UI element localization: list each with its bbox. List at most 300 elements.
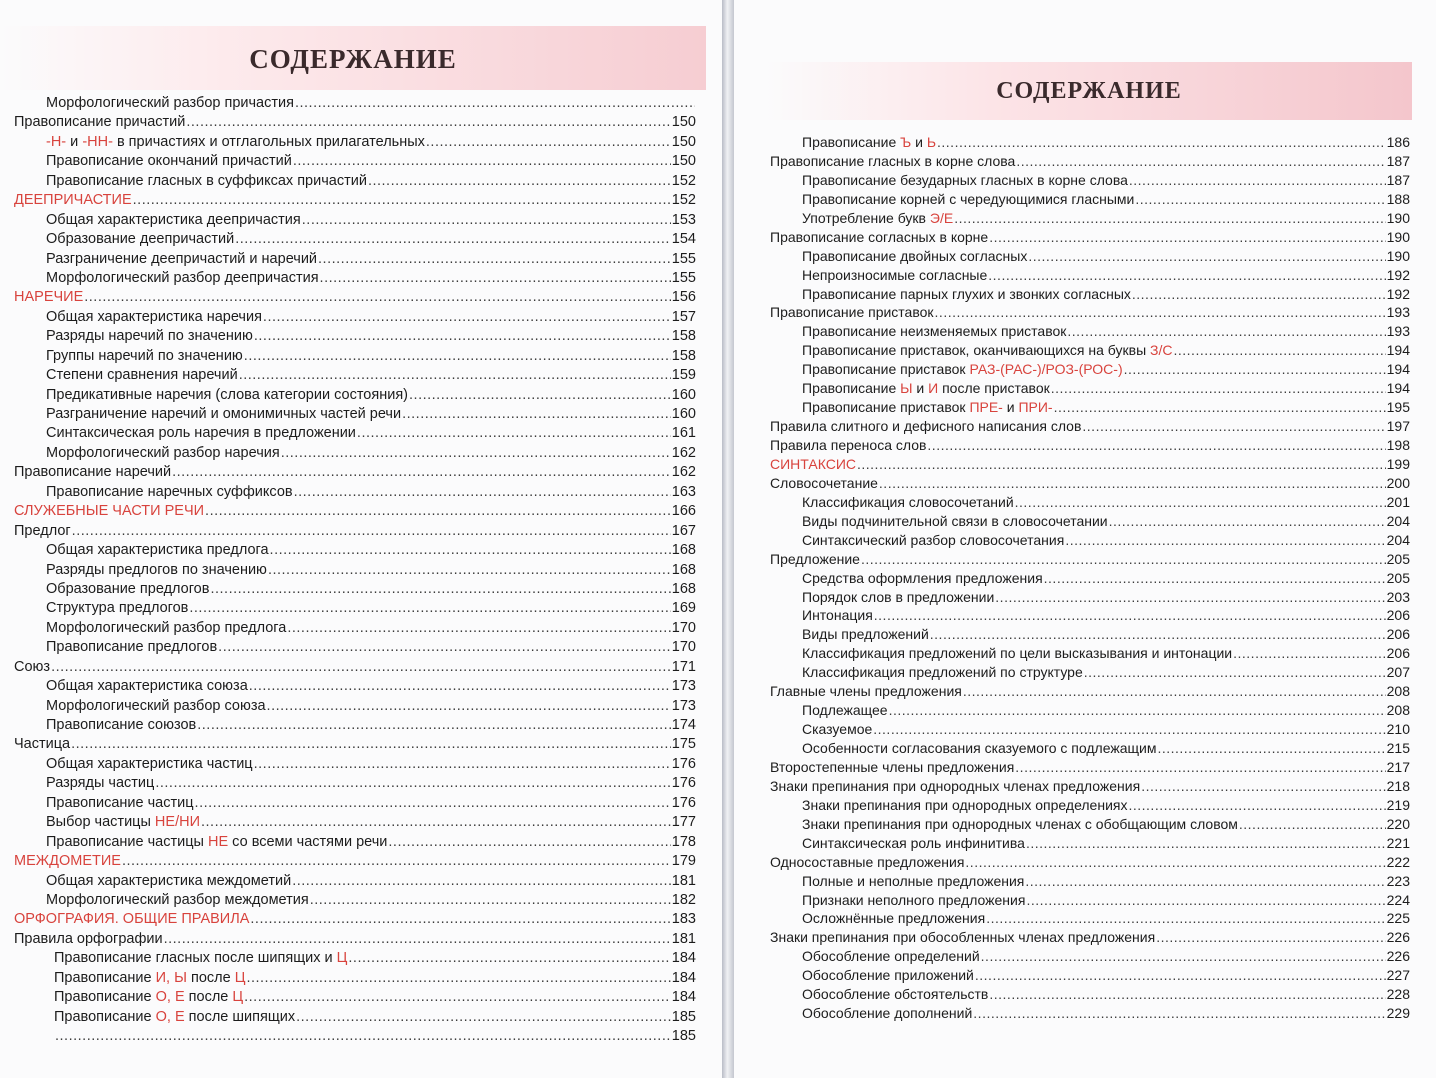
- entry-title: [46, 639, 217, 655]
- toc-entry: [14, 853, 696, 872]
- title-text: Классификация предложений по структуре: [802, 664, 1083, 681]
- toc-entry: [14, 425, 696, 444]
- title-text: Правописание гласных в суффиксах причастий: [46, 172, 367, 189]
- dot-leader: [1129, 172, 1386, 188]
- toc-entry: [770, 948, 1410, 967]
- highlighted-term: И: [928, 380, 939, 397]
- dot-leader: [239, 367, 671, 383]
- toc-entry: [770, 267, 1410, 286]
- toc-entry: [14, 1009, 696, 1028]
- page-number: 220: [1386, 815, 1410, 832]
- highlighted-term: НЕ/НИ: [154, 814, 200, 831]
- title-text: Словосочетание: [770, 474, 878, 491]
- title-text: Признаки неполного предложения: [802, 891, 1026, 908]
- toc-entry: [14, 251, 696, 270]
- entry-title: [770, 683, 962, 699]
- page-number: 153: [671, 211, 696, 228]
- toc-entry: [770, 380, 1410, 399]
- dot-leader: [1156, 929, 1385, 945]
- page-number: 181: [671, 930, 696, 947]
- title-text: Морфологический разбор союза: [46, 697, 266, 714]
- highlighted-term: И, Ы: [155, 969, 187, 986]
- dot-leader: [244, 989, 671, 1005]
- entry-title: [802, 210, 953, 226]
- title-text: Полные и неполные предложения: [802, 872, 1025, 889]
- toc-entry: [14, 503, 696, 522]
- page-number: 217: [1386, 758, 1410, 775]
- toc-entry: [14, 367, 696, 386]
- highlighted-term: Ъ: [900, 134, 912, 150]
- page-number: 157: [671, 308, 696, 325]
- page-number: 204: [1386, 531, 1410, 548]
- entry-title: [14, 931, 163, 947]
- toc-entry: [14, 231, 696, 250]
- title-text: Знаки препинания при однородных членах с обобщающим словом: [802, 815, 1238, 832]
- toc-entry: [770, 286, 1410, 305]
- title-text: Порядок слов в предложении: [802, 588, 995, 605]
- dot-leader: [1015, 759, 1385, 775]
- dot-leader: [1157, 740, 1385, 756]
- page-number: 194: [1386, 361, 1410, 378]
- title-text: Разряды предлогов по значению: [46, 561, 267, 578]
- title-text: Морфологический разбор причастия: [46, 95, 294, 111]
- entry-title: [802, 570, 1043, 586]
- entry-title: [14, 736, 70, 752]
- entry-title: [46, 95, 294, 111]
- entry-title: [46, 406, 401, 422]
- title-text: Синтаксическая роль наречия в предложении: [46, 425, 356, 442]
- entry-title: [802, 361, 1123, 377]
- toc-entry: [14, 620, 696, 639]
- title-text: Подлежащее: [802, 702, 888, 719]
- title-text: Предлог: [14, 522, 71, 539]
- dot-leader: [246, 970, 670, 986]
- page-number: 205: [1386, 569, 1410, 586]
- toc-entry: [770, 153, 1410, 172]
- dot-leader: [293, 153, 671, 169]
- page-number: 160: [671, 406, 696, 422]
- toc-entry: [14, 717, 696, 736]
- dot-leader: [874, 607, 1386, 623]
- dot-leader: [1233, 645, 1386, 661]
- entry-title: [802, 873, 1024, 889]
- dot-leader: [270, 542, 671, 558]
- toc-entry: [14, 600, 696, 619]
- dot-leader: [1025, 873, 1385, 889]
- page-number: 190: [1386, 247, 1410, 264]
- dot-leader: [927, 437, 1385, 453]
- title-text: Обособление обстоятельств: [802, 986, 989, 1003]
- entry-title: [802, 172, 1128, 188]
- page-number: 185: [671, 1008, 696, 1025]
- entry-title: [14, 659, 50, 675]
- entry-title: [54, 989, 243, 1005]
- entry-title: [46, 367, 238, 383]
- page-number: 182: [671, 891, 696, 908]
- dot-leader: [51, 659, 671, 675]
- toc-entry: [770, 683, 1410, 702]
- title-text: Правописание частиц: [46, 794, 194, 811]
- entry-title: [770, 475, 878, 491]
- entry-title: [802, 721, 872, 737]
- title-text: Правописание: [54, 1008, 156, 1025]
- toc-entry: [770, 475, 1410, 494]
- dot-leader: [164, 931, 671, 947]
- dot-leader: [296, 1009, 671, 1025]
- toc-entry: [14, 989, 696, 1008]
- title-text: Главные члены предложения: [770, 683, 962, 700]
- title-text: Односоставные предложения: [770, 853, 965, 870]
- entry-title: [802, 967, 974, 983]
- entry-title: [54, 970, 245, 986]
- dot-leader: [1128, 797, 1385, 813]
- dot-leader: [963, 683, 1386, 699]
- toc-entry: [770, 873, 1410, 892]
- entry-title: [802, 607, 873, 623]
- entry-title: [802, 589, 994, 605]
- section-heading: [14, 853, 121, 869]
- dot-leader: [197, 717, 671, 733]
- entry-title: [46, 795, 194, 811]
- dot-leader: [965, 854, 1385, 870]
- toc-entry: [14, 659, 696, 678]
- entry-title: [802, 740, 1156, 756]
- highlighted-term: Ь: [926, 134, 937, 150]
- title-text: МЕЖДОМЕТИЕ: [14, 853, 121, 870]
- entry-title: [802, 399, 1053, 415]
- title-text: Правописание: [802, 380, 901, 397]
- entry-title: [46, 814, 200, 830]
- toc-entry: [14, 523, 696, 542]
- page-number: 229: [1386, 1005, 1410, 1022]
- toc-entry: [770, 664, 1410, 683]
- page-number: 199: [1386, 455, 1410, 472]
- title-text: Употребление букв: [802, 209, 930, 226]
- page-number: 207: [1386, 664, 1410, 681]
- dot-leader: [1054, 399, 1386, 415]
- dot-leader: [986, 910, 1385, 926]
- dot-leader: [263, 309, 671, 325]
- entry-title: [46, 212, 301, 228]
- page-number: 168: [671, 580, 696, 597]
- entry-title: [46, 328, 253, 344]
- title-text: Правописание приставок: [802, 399, 970, 416]
- title-text: Правила орфографии: [14, 930, 163, 947]
- page-number: 181: [671, 872, 696, 889]
- entry-title: [770, 759, 1014, 775]
- dot-leader: [84, 289, 671, 305]
- dot-leader: [310, 892, 671, 908]
- title-text: после: [184, 989, 233, 1006]
- page-number: 154: [671, 231, 696, 248]
- entry-title: [46, 134, 425, 150]
- title-text: Непроизносимые согласные: [802, 266, 988, 283]
- entry-title: [770, 437, 926, 453]
- dot-leader: [889, 702, 1386, 718]
- toc-entry: [14, 756, 696, 775]
- toc-entry: [770, 702, 1410, 721]
- toc-entry: [14, 639, 696, 658]
- toc-entry: [770, 134, 1410, 153]
- dot-leader: [975, 967, 1386, 983]
- title-text: Правописание: [802, 134, 901, 150]
- highlighted-term: Ц: [232, 989, 244, 1006]
- entry-title: [46, 892, 309, 908]
- entry-title: [802, 267, 987, 283]
- toc-entry: [770, 892, 1410, 911]
- title-text: Союз: [14, 658, 51, 675]
- page-number: 168: [671, 561, 696, 578]
- entry-title: [46, 387, 408, 403]
- title-text: после шипящих: [184, 1008, 296, 1025]
- title-text: Разграничение деепричастий и наречий: [46, 250, 318, 267]
- toc-entry: [14, 134, 696, 153]
- dot-leader: [254, 328, 671, 344]
- dot-leader: [318, 251, 671, 267]
- toc-entry: [770, 626, 1410, 645]
- entry-title: [802, 910, 985, 926]
- title-text: Интонация: [802, 607, 873, 624]
- page-number: 204: [1386, 512, 1410, 529]
- highlighted-term: Ц: [234, 969, 246, 986]
- entry-title: [46, 251, 317, 267]
- title-text: после: [186, 969, 235, 986]
- dot-leader: [249, 678, 671, 694]
- title-text: Классификация предложений по цели высказывания и интонации: [802, 645, 1233, 662]
- dot-leader: [995, 589, 1385, 605]
- book-spine: [722, 0, 734, 1078]
- toc-entry: [770, 437, 1410, 456]
- title-text: СЛУЖЕБНЫЕ ЧАСТИ РЕЧИ: [14, 503, 205, 520]
- section-heading: [770, 456, 856, 472]
- toc-entry: [770, 229, 1410, 248]
- page-title: СОДЕРЖАНИЕ: [766, 62, 1412, 120]
- entry-title: [46, 153, 292, 169]
- entry-title: [46, 581, 209, 597]
- entry-title: [802, 835, 1025, 851]
- page-number: 186: [1386, 134, 1410, 150]
- dot-leader: [989, 986, 1385, 1002]
- toc-entry: [14, 892, 696, 911]
- title-text: в причастиях и отглагольных прилагательных: [112, 133, 425, 150]
- dot-leader: [172, 464, 671, 480]
- page-number: 225: [1386, 910, 1410, 927]
- entry-title: [802, 816, 1238, 832]
- entry-title: [802, 513, 1108, 529]
- entry-title: [770, 304, 934, 320]
- title-text: Обособление определений: [802, 948, 980, 965]
- entry-title: [770, 418, 1081, 434]
- dot-leader: [1016, 153, 1385, 169]
- toc-entry: [14, 678, 696, 697]
- entry-title: [54, 950, 347, 966]
- page-number: 187: [1386, 171, 1410, 188]
- entry-title: [802, 645, 1232, 661]
- toc-entry: [770, 607, 1410, 626]
- page-number: 150: [671, 153, 696, 170]
- entry-title: [802, 626, 929, 642]
- toc-entry: [770, 797, 1410, 816]
- toc-entry: [14, 445, 696, 464]
- dot-leader: [295, 95, 695, 111]
- toc-entry: [770, 645, 1410, 664]
- toc-entry: [14, 484, 696, 503]
- dot-leader: [186, 114, 670, 130]
- entry-title: [802, 948, 980, 964]
- entry-title: [14, 464, 171, 480]
- toc-entry: [770, 835, 1410, 854]
- title-text: Правописание причастий: [14, 114, 186, 131]
- dot-leader: [320, 270, 671, 286]
- title-text: после приставок: [938, 380, 1050, 397]
- dot-leader: [133, 192, 671, 208]
- dot-leader: [1044, 570, 1386, 586]
- page-number: 187: [1386, 152, 1410, 169]
- page-number: 173: [671, 697, 696, 714]
- page-number: 173: [671, 678, 696, 695]
- dot-leader: [287, 620, 670, 636]
- dot-leader: [861, 551, 1386, 567]
- page-number: 156: [671, 289, 696, 306]
- page-number: 171: [671, 658, 696, 675]
- entry-title: [54, 1009, 295, 1025]
- page-number: 152: [671, 172, 696, 189]
- page-number: 193: [1386, 304, 1410, 321]
- page-number: 152: [671, 192, 696, 209]
- section-heading: [14, 289, 83, 305]
- page-number: 176: [671, 775, 696, 792]
- page-number: 185: [671, 1028, 696, 1044]
- entry-title: [802, 323, 1066, 339]
- page-number: 155: [671, 250, 696, 267]
- entry-title: [802, 702, 888, 718]
- title-text: Общая характеристика союза: [46, 678, 248, 695]
- title-text: Правописание предлогов: [46, 639, 218, 656]
- page-number: 158: [671, 347, 696, 364]
- toc-entry: [770, 759, 1410, 778]
- title-text: Виды подчинительной связи в словосочетании: [802, 512, 1108, 529]
- toc-entry: [14, 562, 696, 581]
- dot-leader: [1051, 380, 1386, 396]
- page-number: 218: [1386, 777, 1410, 794]
- page-number: 179: [671, 853, 696, 870]
- highlighted-term: З/С: [1150, 342, 1173, 359]
- toc-entry: [770, 494, 1410, 513]
- dot-leader: [935, 304, 1386, 320]
- toc-entry: [770, 456, 1410, 475]
- page-number: 159: [671, 367, 696, 384]
- entry-title: [802, 532, 1064, 548]
- title-text: Предикативные наречия (слова категории состояния): [46, 386, 409, 403]
- toc-entry: [14, 873, 696, 892]
- entry-title: [802, 248, 1027, 264]
- toc-entry: [14, 698, 696, 717]
- toc-entry: [14, 95, 696, 114]
- title-text: Общая характеристика предлога: [46, 542, 269, 559]
- entry-title: [802, 342, 1173, 358]
- toc-entry: [14, 950, 696, 969]
- title-text: Общая характеристика деепричастия: [46, 211, 301, 228]
- toc-entry: [14, 192, 696, 211]
- toc-entry: [14, 911, 696, 930]
- dot-leader: [930, 626, 1386, 642]
- highlighted-term: Э/Е: [929, 209, 954, 226]
- toc-entry: [770, 513, 1410, 532]
- toc-entry: [770, 778, 1410, 797]
- entry-title: [46, 484, 293, 500]
- page-title: СОДЕРЖАНИЕ: [0, 26, 706, 90]
- entry-title: [770, 229, 988, 245]
- entry-title: [46, 231, 234, 247]
- table-of-contents: [14, 95, 696, 1047]
- dot-leader: [1109, 513, 1386, 529]
- title-text: Виды предложений: [802, 626, 929, 643]
- title-text: Правописание двойных согласных: [802, 247, 1028, 264]
- dot-leader: [292, 873, 671, 889]
- page-number: 208: [1386, 702, 1410, 719]
- entry-title: [770, 929, 1155, 945]
- title-text: Разграничение наречий и омонимичных частей речи: [46, 406, 402, 422]
- title-text: Правописание наречий: [14, 464, 172, 481]
- entry-title: [802, 797, 1127, 813]
- dot-leader: [1132, 286, 1386, 302]
- dot-leader: [873, 721, 1385, 737]
- section-heading: [14, 911, 249, 927]
- entry-title: [802, 892, 1025, 908]
- title-text: Обособление дополнений: [802, 1005, 973, 1022]
- entry-title: [46, 775, 154, 791]
- entry-title: [46, 542, 269, 558]
- title-text: Правописание приставок, оканчивающихся на буквы: [802, 342, 1151, 359]
- title-text: Правописание гласных после шипящих и: [54, 950, 337, 967]
- toc-entry: [14, 153, 696, 172]
- dot-leader: [954, 210, 1385, 226]
- title-text: Правописание: [54, 969, 156, 986]
- title-text: Структура предлогов: [46, 600, 189, 617]
- title-text: Предложение: [770, 550, 860, 567]
- toc-entry: [770, 248, 1410, 267]
- entry-title: [46, 270, 319, 286]
- title-text: Правописание приставок: [770, 304, 934, 321]
- entry-title: [46, 620, 286, 636]
- title-text: Знаки препинания при обособленных членах предложения: [770, 929, 1156, 946]
- page-number: 227: [1386, 967, 1410, 984]
- title-text: Правописание окончаний причастий: [46, 153, 292, 170]
- entry-title: [802, 380, 1050, 396]
- page-number: 176: [671, 755, 696, 772]
- toc-entry: [770, 172, 1410, 191]
- toc-entry: [14, 542, 696, 561]
- title-text: Правила переноса слов: [770, 437, 927, 453]
- title-text: и: [1002, 399, 1019, 416]
- page-number: 175: [671, 736, 696, 753]
- page-number: 221: [1386, 834, 1410, 851]
- dot-leader: [195, 795, 671, 811]
- toc-entry: [770, 210, 1410, 229]
- toc-entry: [770, 342, 1410, 361]
- page-number: 226: [1386, 929, 1410, 946]
- entry-title: [46, 425, 356, 441]
- toc-entry: [770, 551, 1410, 570]
- dot-leader: [205, 503, 671, 519]
- dot-leader: [1026, 835, 1386, 851]
- dot-leader: [1141, 778, 1385, 794]
- highlighted-term: РАЗ-(РАС-)/РОЗ-(РОС-): [969, 361, 1123, 378]
- toc-entry: [14, 406, 696, 425]
- title-text: со всеми частями речи: [228, 833, 388, 850]
- page-number: 223: [1386, 872, 1410, 889]
- toc-entry: [14, 212, 696, 231]
